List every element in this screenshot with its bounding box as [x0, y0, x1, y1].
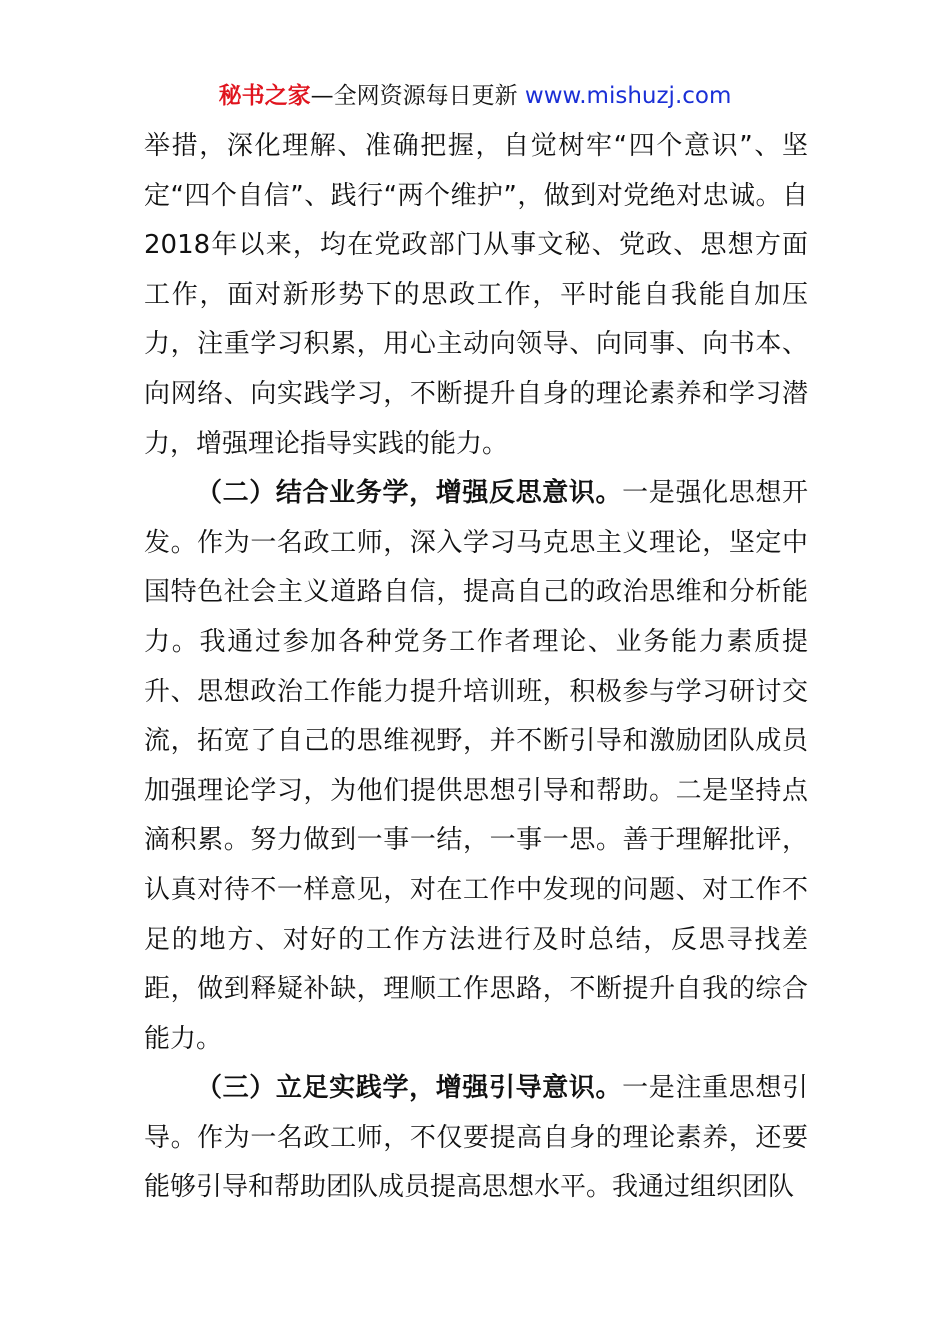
site-slogan: —全网资源每日更新: [310, 83, 525, 109]
paragraph-lead: （三）立足实践学，增强引导意识。: [196, 1073, 623, 1104]
paragraph-continuation: [144, 122, 808, 469]
paragraph-section-3: [144, 1064, 808, 1213]
paragraph-text: 一是强化思想开发。作为一名政工师，深入学习马克思主义理论，坚定中国特色社会主义道路自信，提高自己的政治思维和分析能力。我通过参加各种党务工作者理论、业务能力素质提升、思想政治工作能力提升培训班，积极参与学习研讨交流，拓宽了自己的思维视野，并不断引导和激励团队成员加强理论学习，为他们提供思想引导和帮助。二是坚持点滴积累。努力做到一事一结，一事一思。善于理解批评，认真对待不一样意见，对在工作中发现的问题、对工作不足的地方、对好的工作方法进行及时总结，反思寻找差距，做到释疑补缺，理顺工作思路，不断提升自我的综合能力。: [144, 478, 808, 1054]
site-brand: 秘书之家: [218, 83, 311, 109]
paragraph-lead: （二）结合业务学，增强反思意识。: [196, 478, 623, 509]
site-url-link[interactable]: www.mishuzj.com: [524, 83, 732, 109]
paragraph-text: 一是注重思想引导。作为一名政工师，不仅要提高自身的理论素养，还要能够引导和帮助团队成员提高思想水平。我通过组织团队: [144, 1073, 808, 1203]
paragraph-text: 举措，深化理解、准确把握，自觉树牢“四个意识”、坚定“四个自信”、践行“两个维护”，做到对党绝对忠诚。自2018年以来，均在党政部门从事文秘、党政、思想方面工作，面对新形势下的思政工作，平时能自我能自加压力，注重学习积累，用心主动向领导、向同事、向书本、向网络、向实践学习，不断提升自身的理论素养和学习潜力，增强理论指导实践的能力。: [144, 131, 808, 459]
document-body: [144, 122, 808, 1213]
site-header: [0, 80, 950, 112]
paragraph-section-2: [144, 469, 808, 1064]
